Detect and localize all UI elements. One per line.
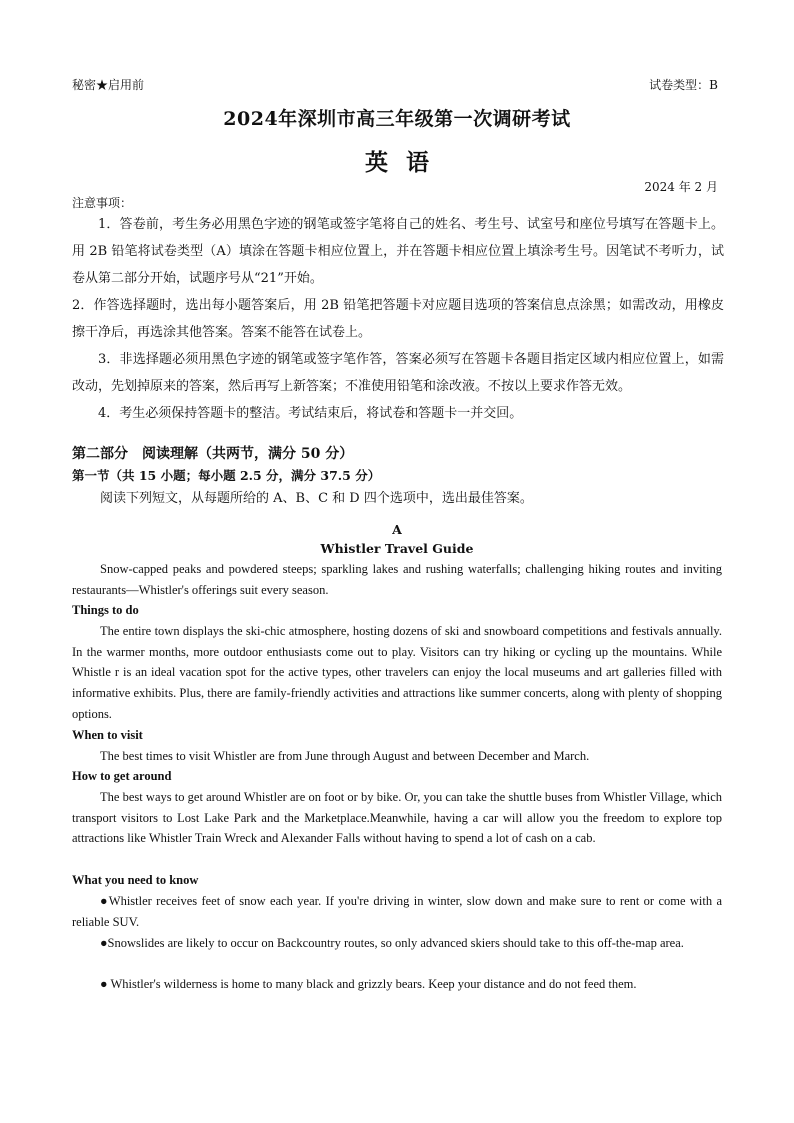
section-instruction: 阅读下列短文，从每题所给的 A、B、C 和 D 四个选项中，选出最佳答案。 xyxy=(100,491,533,506)
confidential-label: 秘密★启用前 xyxy=(72,78,145,92)
notice-title: 注意事项： xyxy=(72,196,133,210)
paper-type-label: 试卷类型：B xyxy=(649,78,718,92)
subject-title: 英语 xyxy=(365,149,447,176)
things-to-do-text: The entire town displays the ski-chic atmosphere, hosting dozens of ski and snowboard competitions and festivals annually. In the warmer months, more outdoor enthusiasts come out to play. Visitors can try hiking or cycling up the mountains. While Whistle r is an ideal vacation spot for the active types, other travelers can enjoy the local museums and art galleries filled with informative exhibits. Plus, there are family-friendly activities and attractions like summer concerts, along with plenty of shopping options. xyxy=(72,624,722,721)
exam-title: 2024年深圳市高三年级第一次调研考试 xyxy=(223,108,571,130)
heading-how-to-get-around: How to get around xyxy=(72,769,172,783)
when-to-visit-text: The best times to visit Whistler are from June through August and between December and March. xyxy=(100,749,590,763)
part-title: 第二部分 阅读理解（共两节，满分 50 分） xyxy=(72,446,354,462)
list-item-snowslides: ●Snowslides are likely to occur on Backcountry routes, so only advanced skiers should take to this off-the-map area. xyxy=(100,936,684,950)
list-item-bears: ● Whistler's wilderness is home to many black and grizzly bears. Keep your distance and do not feed them. xyxy=(100,977,637,991)
list-item-snow: ●Whistler receives feet of snow each year. If you're driving in winter, slow down and make sure to rent or come with a reliable SUV. xyxy=(72,894,722,929)
section-title: 第一节（共 15 小题；每小题 2.5 分，满分 37.5 分） xyxy=(72,468,381,483)
notice-item-3: 3．非选择题必须用黑色字迹的钢笔或签字笔作答，答案必须写在答题卡各题目指定区域内相应位置上，如需改动，先划掉原来的答案，然后再写上新答案；不准使用铅笔和涂改液。不按以上要求作答无效。 xyxy=(72,352,724,394)
passage-letter: A xyxy=(392,522,402,537)
exam-date: 2024 年 2 月 xyxy=(644,180,718,194)
notice-item-2: 2．作答选择题时，选出每小题答案后，用 2B 铅笔把答题卡对应题目选项的答案信息点涂黑；如需改动，用橡皮擦干净后，再选涂其他答案。答案不能答在试卷上。 xyxy=(72,298,724,340)
notice-item-4: 4．考生必须保持答题卡的整洁。考试结束后，将试卷和答题卡一并交回。 xyxy=(98,406,523,421)
passage-intro: Snow-capped peaks and powdered steeps; sparkling lakes and rushing waterfalls; challenging hiking routes and inviting restaurants—Whistler's offerings suit every season. xyxy=(72,562,722,597)
heading-what-you-need-to-know: What you need to know xyxy=(72,873,199,887)
how-to-get-around-text: The best ways to get around Whistler are on foot or by bike. Or, you can take the shuttle buses from Whistler Village, which transport visitors to Lost Lake Park and the Marketplace.Meanwhile, having a car will allow you the freedom to explore top attractions like Whistler Train Wreck and Alexander Falls without having to spend a lot of cash on a cab. xyxy=(72,790,722,846)
heading-things-to-do: Things to do xyxy=(72,603,139,617)
passage-title: Whistler Travel Guide xyxy=(320,541,474,556)
notice-item-1: 1．答卷前，考生务必用黑色字迹的钢笔或签字笔将自己的姓名、考生号、试室号和座位号填写在答题卡上。用 2B 铅笔将试卷类型（A）填涂在答题卡相应位置上，并在答题卡相应位置上填涂考生号。因笔试不考听力，试卷从第二部分开始，试题序号从“21”开始。 xyxy=(72,217,724,286)
heading-when-to-visit: When to visit xyxy=(72,728,143,742)
